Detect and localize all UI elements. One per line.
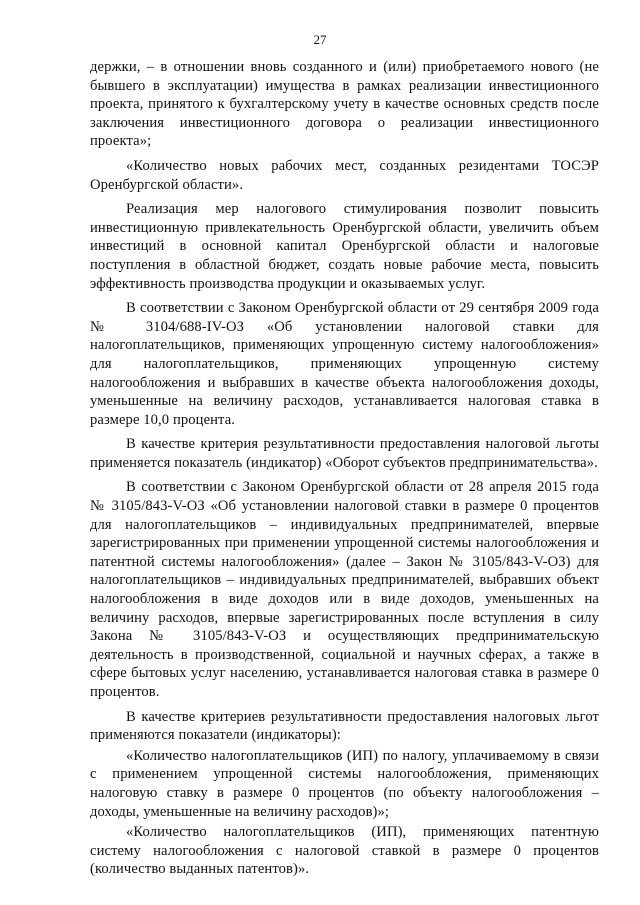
paragraph-law-3104: В соответствии с Законом Оренбургской области от 29 сентября 2009 года № 3104/688-IV-ОЗ «Об установлении налоговой ставки для налогоплательщиков, применяющих упрощенную систему налогообложения» для налогоплательщиков, применяющих упрощенную систему налогообложения и выбравших в качестве объекта налогообложения доходы, уменьшенные на величину расходов, устанавливается налоговая ставка в размере 10,0 процента.: [90, 300, 599, 428]
paragraph-indicator-patent: «Количество налогоплательщиков (ИП), применяющих патентную систему налогообложения с налоговой ставкой в размере 0 процентов (количество выданных патентов)».: [90, 824, 599, 878]
document-body: [90, 58, 599, 885]
page-number: 27: [313, 32, 327, 47]
paragraph-tax-stimulus: Реализация мер налогового стимулирования позволит повысить инвестиционную привлекательность Оренбургской области, увеличить объем инвестиций в основной капитал Оренбургской области и налоговые поступления в областной бюджет, создать новые рабочие места, повысить эффективность производства продукции и оказываемых услуг.: [90, 201, 599, 292]
paragraph-indicator-usn: «Количество налогоплательщиков (ИП) по налогу, уплачиваемому в связи с применением упрощенной системы налогообложения, применяющих налоговую ставку в размере 0 процентов (по объекту налогообложения – доходы, уменьшенные на величину расходов)»;: [90, 747, 599, 820]
paragraph-criterion-turnover: В качестве критерия результативности предоставления налоговой льготы применяется показатель (индикатор) «Оборот субъектов предпринимательства».: [90, 436, 599, 471]
paragraph-criteria-intro: В качестве критериев результативности предоставления налоговых льгот применяются показатели (индикаторы):: [90, 708, 599, 744]
paragraph-law-3105: В соответствии с Законом Оренбургской области от 28 апреля 2015 года № 3105/843-V-ОЗ «Об установлении налоговой ставки в размере 0 процентов для налогоплательщиков – индивидуальных предпринимателей, впервые зарегистрированных при применении упрощенной системы налогообложения и патентной системы налогообложения» (далее – Закон № 3105/843-V-ОЗ) для налогоплательщиков – индивидуальных предпринимателей, выбравших объект налогообложения в виде доходов или в виде доходов, уменьшенных на величину расходов, впервые зарегистрированных после вступления в силу Закона № 3105/843-V-ОЗ и осуществляющих предпринимательскую деятельность в производственной, социальной и научных сферах, а также в сфере бытовых услуг населению, устанавливается налоговая ставка в размере 0 процентов.: [90, 479, 599, 700]
paragraph-indicator-new-jobs: «Количество новых рабочих мест, созданных резидентами ТОСЭР Оренбургской области».: [90, 157, 599, 193]
paragraph-continuation: держки, – в отношении вновь созданного и (или) приобретаемого нового (не бывшего в эксплуатации) имущества в рамках реализации инвестиционного проекта, принятого к бухгалтерскому учету в качестве основных средств после заключения инвестиционного договора о реализации инвестиционного проекта»;: [90, 59, 599, 150]
